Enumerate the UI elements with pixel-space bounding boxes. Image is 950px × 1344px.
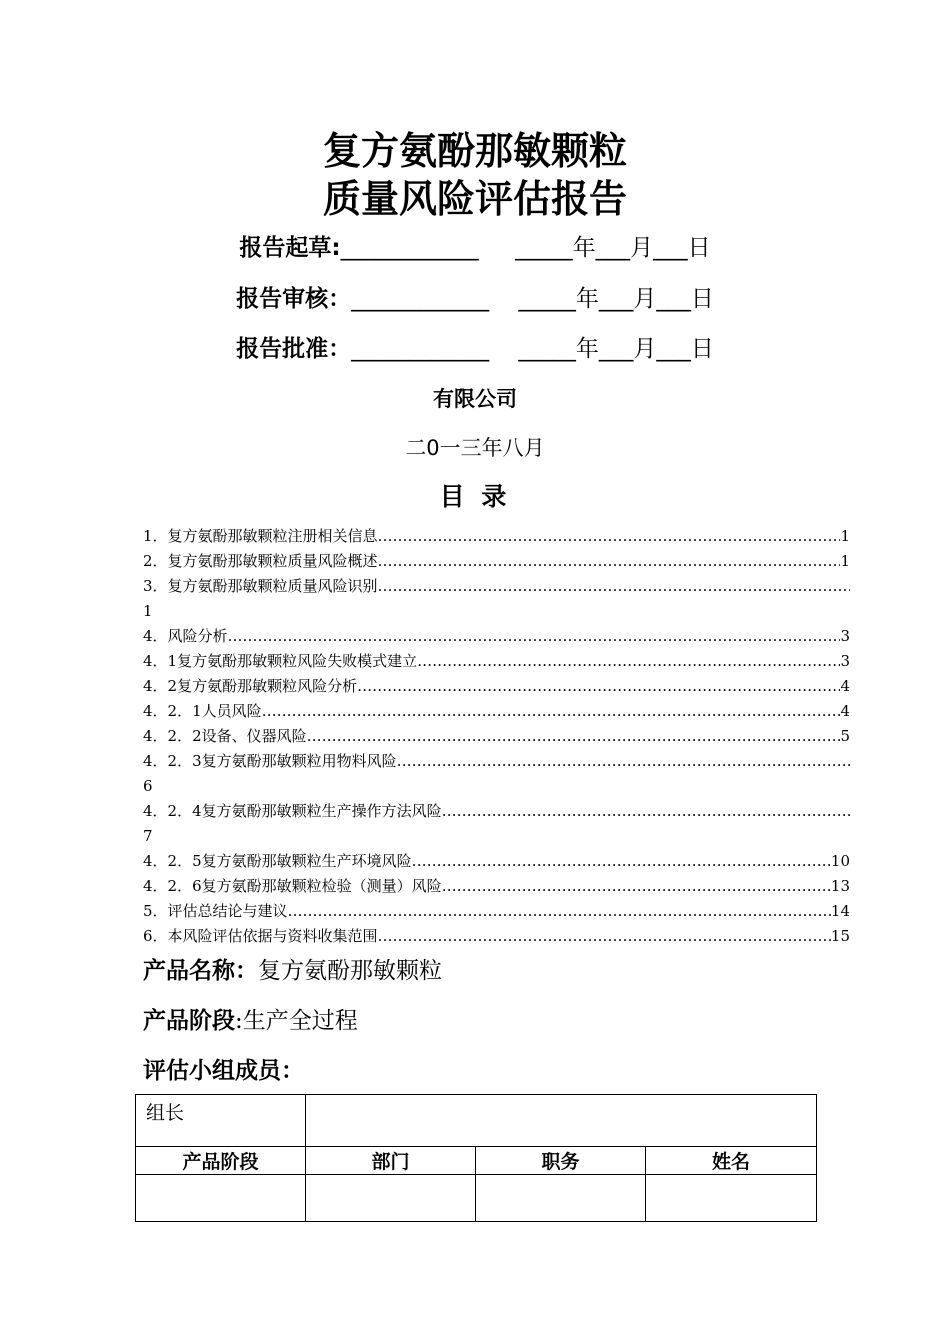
table-of-contents [143, 524, 850, 949]
header-department: 部门 [306, 1147, 476, 1175]
toc-item-page: 10 [830, 852, 850, 870]
toc-item-page: 14 [830, 902, 850, 920]
team-members-line [143, 1056, 304, 1086]
signature-label: 报告审核： [236, 286, 352, 312]
toc-leader-dots [262, 699, 841, 724]
toc-item-text: 4．2．5复方氨酚那敏颗粒生产环境风险 [143, 852, 412, 870]
toc-leader-dots [228, 624, 841, 649]
toc-item-page: 4 [840, 677, 850, 695]
toc-leader-dots [378, 574, 850, 599]
header-stage: 产品阶段 [136, 1147, 306, 1175]
toc-leader-dots [378, 924, 831, 949]
company-name: 有限公司 [433, 387, 517, 411]
toc-item-text: 4．2．1人员风险 [143, 702, 262, 720]
toc-item-text: 5．评估总结论与建议 [143, 902, 288, 920]
product-name-line [143, 956, 442, 986]
toc-item[interactable] [143, 849, 850, 874]
toc-page-line [143, 824, 850, 849]
signature-label: 报告起草: [239, 235, 341, 261]
toc-item[interactable] [143, 899, 850, 924]
toc-item[interactable] [143, 699, 850, 724]
toc-item[interactable] [143, 624, 850, 649]
toc-item-page: 6 [143, 777, 153, 795]
toc-leader-dots [397, 749, 850, 774]
toc-item-text: 6．本风险评估依据与资料收集范围 [143, 927, 378, 945]
team-members-label: 评估小组成员： [143, 1058, 304, 1084]
toc-item[interactable] [143, 649, 850, 674]
toc-item[interactable] [143, 874, 850, 899]
product-name-value: 复方氨酚那敏颗粒 [258, 958, 442, 984]
signature-blank: ____________ [351, 286, 490, 312]
signature-date: _____年___月___日 [489, 286, 714, 312]
toc-item-page: 1 [143, 602, 153, 620]
table-cell [646, 1175, 817, 1222]
team-leader-value [306, 1095, 817, 1147]
team-table [135, 1094, 817, 1222]
toc-leader-dots [417, 649, 840, 674]
toc-item-page: 3 [840, 652, 850, 670]
table-cell [476, 1175, 646, 1222]
toc-item-text: 1．复方氨酚那敏颗粒注册相关信息 [143, 527, 378, 545]
toc-leader-dots [378, 549, 841, 574]
toc-item[interactable] [143, 549, 850, 574]
toc-leader-dots [307, 724, 841, 749]
product-stage-line [143, 1006, 358, 1036]
signature-label: 报告批准： [236, 336, 352, 362]
signature-approve [0, 334, 950, 364]
toc-item-text: 4．风险分析 [143, 627, 228, 645]
toc-item-page: 3 [840, 627, 850, 645]
toc-item[interactable] [143, 524, 850, 549]
table-cell [136, 1175, 306, 1222]
toc-item-page: 5 [840, 727, 850, 745]
table-cell [306, 1175, 476, 1222]
signature-blank: ____________ [351, 336, 490, 362]
toc-leader-dots [357, 674, 840, 699]
toc-item-text: 4．2．2设备、仪器风险 [143, 727, 307, 745]
toc-leader-dots [288, 899, 831, 924]
toc-item-text: 4．2．3复方氨酚那敏颗粒用物料风险 [143, 752, 397, 770]
toc-item-text: 4．1复方氨酚那敏颗粒风险失败模式建立 [143, 652, 418, 670]
toc-item-page: 1 [840, 552, 850, 570]
toc-item[interactable] [143, 724, 850, 749]
toc-item[interactable] [143, 574, 850, 599]
toc-leader-dots [442, 799, 850, 824]
signature-date: _____年___月___日 [478, 235, 711, 261]
toc-item-page: 1 [840, 527, 850, 545]
toc-item-page: 4 [840, 702, 850, 720]
toc-item-page: 15 [830, 927, 850, 945]
toc-item[interactable] [143, 924, 850, 949]
signature-date: _____年___月___日 [489, 336, 714, 362]
toc-leader-dots [412, 849, 831, 874]
toc-item-text: 3．复方氨酚那敏颗粒质量风险识别 [143, 577, 378, 595]
toc-item-page: 7 [143, 827, 153, 845]
toc-page-line [143, 599, 850, 624]
toc-leader-dots [378, 524, 841, 549]
team-leader-label: 组长 [136, 1095, 306, 1147]
product-name-label: 产品名称： [143, 958, 258, 984]
toc-item-text: 4．2．6复方氨酚那敏颗粒检验（测量）风险 [143, 877, 442, 895]
product-stage-label: 产品阶段 [143, 1008, 235, 1034]
toc-item-text: 4．2．4复方氨酚那敏颗粒生产操作方法风险 [143, 802, 442, 820]
toc-item[interactable] [143, 799, 850, 824]
report-title-line1: 复方氨酚那敏颗粒 [322, 129, 627, 173]
toc-item-text: 2．复方氨酚那敏颗粒质量风险概述 [143, 552, 378, 570]
header-name: 姓名 [646, 1147, 817, 1175]
toc-item[interactable] [143, 674, 850, 699]
report-title-line2: 质量风险评估报告 [322, 177, 627, 221]
toc-item-text: 4．2复方氨酚那敏颗粒风险分析 [143, 677, 358, 695]
signature-review [0, 284, 950, 314]
toc-leader-dots [442, 874, 831, 899]
signature-blank: ____________ [340, 235, 479, 261]
report-date: 二0一三年八月 [405, 436, 545, 460]
header-position: 职务 [476, 1147, 646, 1175]
product-stage-value: :生产全过程 [235, 1008, 358, 1034]
toc-item[interactable] [143, 749, 850, 774]
signature-draft [0, 233, 950, 263]
toc-heading: 目 录 [439, 482, 511, 511]
toc-page-line [143, 774, 850, 799]
toc-item-page: 13 [830, 877, 850, 895]
